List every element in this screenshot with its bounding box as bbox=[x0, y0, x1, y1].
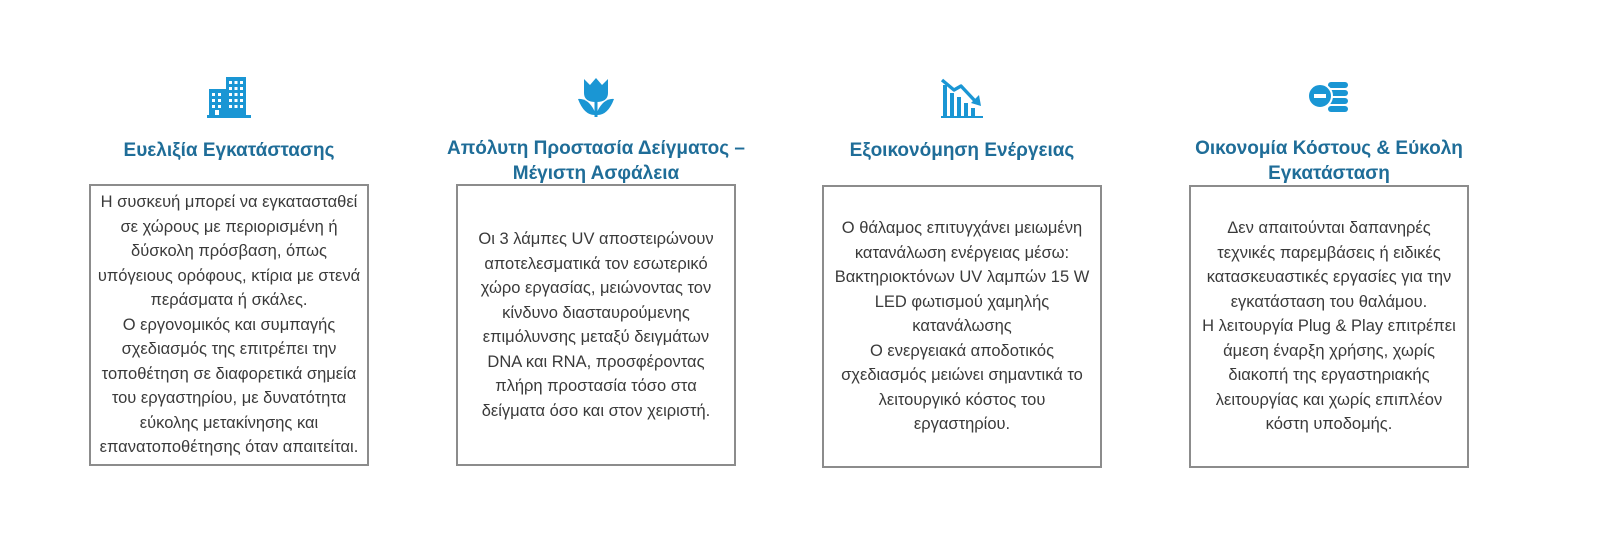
feature-card-energy-saving bbox=[792, 0, 1132, 545]
feature-description: Ο θάλαμος επιτυγχάνει μειωμένη κατανάλωση ενέργειας μέσω: Βακτηριοκτόνων UV λαμπών 15 W LED φωτισμού χαμηλής κατανάλωσης Ο ενεργειακά αποδοτικός σχεδιασμός μειώνει σημαντικά το λειτουργικό κόστος του εργαστηρίου. bbox=[834, 219, 1090, 434]
decreasing-chart-icon bbox=[939, 75, 985, 119]
feature-description: Οι 3 λάμπες UV αποστειρώνουν αποτελεσματικά τον εσωτερικό χώρο εργασίας, μειώνοντας τον κίνδυνο διασταυρούμενης επιμόλυνσης μεταξύ δειγμάτων DNA και RNA, προσφέροντας πλήρη προστασία τόσο στα δείγματα όσο και στον χειριστή. bbox=[478, 230, 714, 420]
feature-description: Η συσκευή μπορεί να εγκατασταθεί σε χώρους με περιορισμένη ή δύσκολη πρόσβαση, όπως υπόγειους ορόφους, κτίρια με στενά περάσματα ή σκάλες. Ο εργονομικός και συμπαγής σχεδιασμός της επιτρέπει την τοποθέτηση σε διαφορετικά σημεία του εργαστηρίου, με δυνατότητα εύκολης μετακίνησης και επανατοποθέτησης όταν απαιτείται. bbox=[97, 193, 361, 457]
coins-icon bbox=[1306, 75, 1352, 119]
feature-description-box bbox=[456, 184, 736, 466]
buildings-icon bbox=[206, 75, 252, 119]
feature-description-box bbox=[89, 184, 369, 466]
feature-description: Δεν απαιτούνται δαπανηρές τεχνικές παρεμβάσεις ή ειδικές κατασκευαστικές εργασίες για την εγκατάσταση του θαλάμου. Η λειτουργία Plug & Play επιτρέπει άμεση έναρξη χρήσης, χωρίς διακοπή της εργαστηριακής λειτουργίας και χωρίς επιπλέον κόστη υποδομής. bbox=[1202, 219, 1456, 434]
feature-title: Εξοικονόμηση Ενέργειας bbox=[849, 140, 1075, 161]
feature-card-cost-economy bbox=[1159, 0, 1499, 545]
tulip-icon bbox=[573, 75, 619, 119]
feature-title: Απόλυτη Προστασία Δείγματος – Μέγιστη Ασφάλεια bbox=[447, 138, 745, 184]
feature-title: Ευελιξία Εγκατάστασης bbox=[123, 140, 335, 161]
feature-title: Οικονομία Κόστους & Εύκολη Εγκατάσταση bbox=[1195, 138, 1463, 184]
feature-description-box bbox=[822, 185, 1102, 468]
feature-card-installation-flexibility bbox=[59, 0, 399, 545]
feature-card-sample-protection bbox=[426, 0, 766, 545]
feature-description-box bbox=[1189, 185, 1469, 468]
